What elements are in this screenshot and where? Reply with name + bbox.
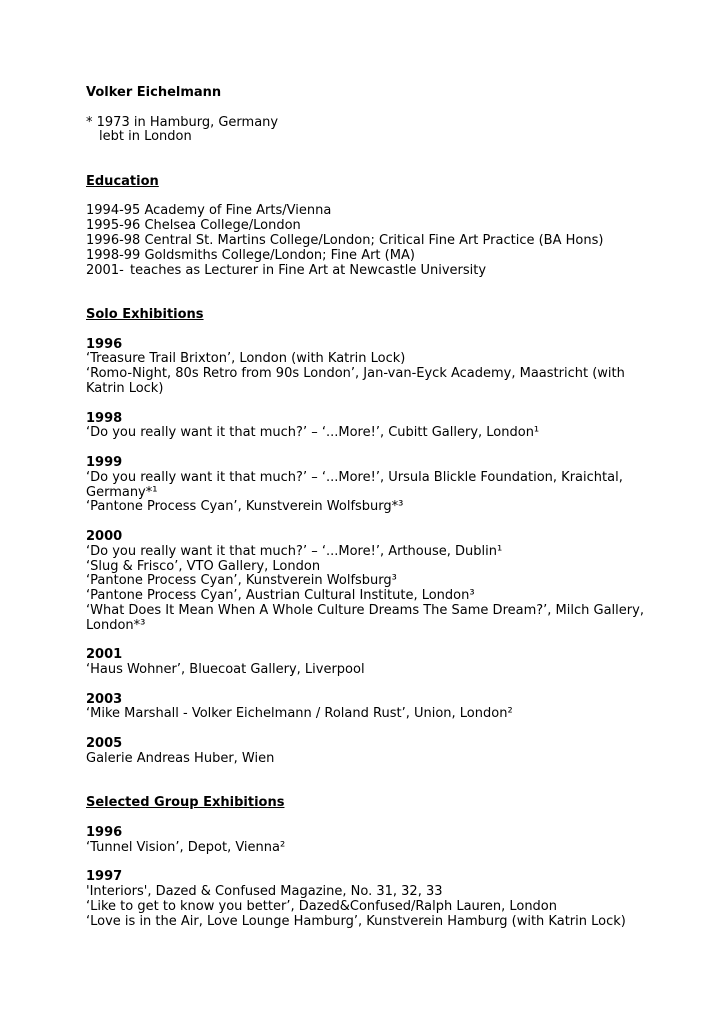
exhibition-entry: ‘Like to get to know you better’, Dazed&Confused/Ralph Lauren, London <box>86 898 558 914</box>
education-entry: 1995-96 Chelsea College/London <box>86 218 301 234</box>
solo-exhibitions-heading: Solo Exhibitions <box>86 306 204 322</box>
birth-info: * 1973 in Hamburg, Germany <box>86 114 279 130</box>
exhibition-entry: 'Interiors', Dazed & Confused Magazine, No. 31, 32, 33 <box>86 884 443 900</box>
exhibition-entry: Katrin Lock) <box>86 380 164 396</box>
year-heading: 1996 <box>86 824 123 840</box>
exhibition-entry: ‘What Does It Mean When A Whole Culture Dreams The Same Dream?’, Milch Gallery, <box>86 602 644 618</box>
education-year: 2001- <box>86 262 124 278</box>
year-heading: 1997 <box>86 869 123 885</box>
education-text: teaches as Lecturer in Fine Art at Newcastle University <box>130 262 487 278</box>
exhibition-entry: ‘Do you really want it that much?’ – ‘...More!’, Cubitt Gallery, London¹ <box>86 425 540 441</box>
year-heading: 2000 <box>86 528 123 544</box>
cv-document <box>86 85 644 929</box>
year-heading: 1996 <box>86 336 123 352</box>
exhibition-entry: ‘Tunnel Vision’, Depot, Vienna² <box>86 839 286 855</box>
year-heading: 2005 <box>86 736 123 752</box>
education-entry <box>86 264 626 279</box>
artist-name: Volker Eichelmann <box>86 85 222 100</box>
exhibition-entry: ‘Pantone Process Cyan’, Kunstverein Wolfsburg³ <box>86 573 397 589</box>
year-heading: 1999 <box>86 454 123 470</box>
exhibition-entry: ‘Pantone Process Cyan’, Kunstverein Wolfsburg*³ <box>86 499 404 515</box>
exhibition-entry: Germany*¹ <box>86 484 158 500</box>
exhibition-entry: ‘Love is in the Air, Love Lounge Hamburg’, Kunstverein Hamburg (with Katrin Lock) <box>86 913 626 929</box>
exhibition-entry: ‘Do you really want it that much?’ – ‘...More!’, Ursula Blickle Foundation, Kraichtal, <box>86 469 623 485</box>
education-entry: 1996-98 Central St. Martins College/London; Critical Fine Art Practice (BA Hons) <box>86 232 604 248</box>
year-heading: 2003 <box>86 691 123 707</box>
group-exhibitions-heading: Selected Group Exhibitions <box>86 795 285 811</box>
education-entry: 1998-99 Goldsmiths College/London; Fine Art (MA) <box>86 247 415 263</box>
year-heading: 1998 <box>86 410 123 426</box>
exhibition-entry: ‘Romo-Night, 80s Retro from 90s London’, Jan-van-Eyck Academy, Maastricht (with <box>86 366 625 382</box>
year-heading: 2001 <box>86 647 123 663</box>
exhibition-entry: ‘Do you really want it that much?’ – ‘...More!’, Arthouse, Dublin¹ <box>86 543 503 559</box>
exhibition-entry: Galerie Andreas Huber, Wien <box>86 750 275 766</box>
exhibition-entry: ‘Pantone Process Cyan’, Austrian Cultural Institute, London³ <box>86 588 475 604</box>
education-heading: Education <box>86 173 159 189</box>
exhibition-entry: ‘Treasure Trail Brixton’, London (with Katrin Lock) <box>86 351 406 367</box>
exhibition-entry: ‘Haus Wohner’, Bluecoat Gallery, Liverpool <box>86 662 365 678</box>
residence-info: lebt in London <box>99 129 192 145</box>
exhibition-entry: ‘Mike Marshall - Volker Eichelmann / Roland Rust’, Union, London² <box>86 706 513 722</box>
exhibition-entry: ‘Slug & Frisco’, VTO Gallery, London <box>86 558 321 574</box>
exhibition-entry: London*³ <box>86 617 146 633</box>
education-entry: 1994-95 Academy of Fine Arts/Vienna <box>86 203 332 219</box>
